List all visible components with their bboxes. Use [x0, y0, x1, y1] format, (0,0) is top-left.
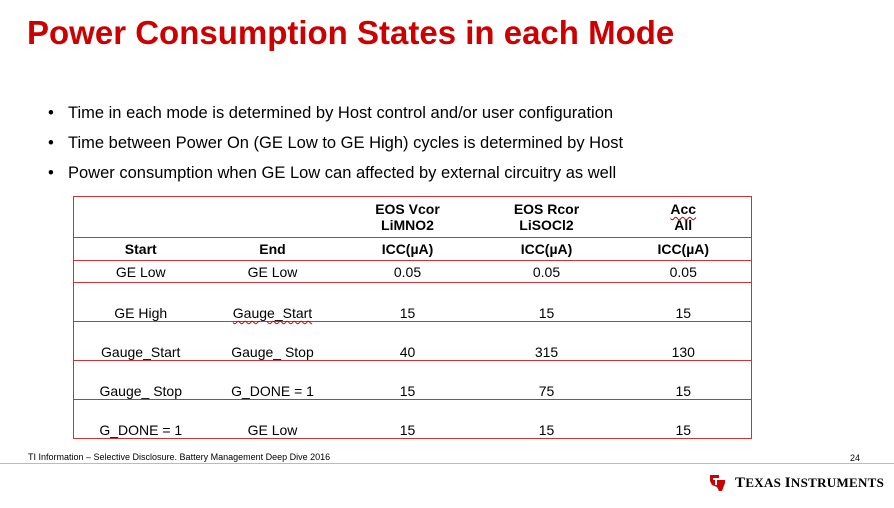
table-cell: Gauge_Start — [74, 322, 208, 361]
table-row — [74, 322, 752, 361]
table-cell: 0.05 — [338, 261, 478, 283]
group-header-acc — [616, 197, 752, 238]
table-group-header-row — [74, 197, 752, 238]
column-header-start: Start — [74, 238, 208, 261]
table-cell: 15 — [478, 400, 616, 439]
column-header-icc: ICC(µA) — [338, 238, 478, 261]
column-header-icc: ICC(µA) — [478, 238, 616, 261]
table-cell: GE Low — [208, 400, 338, 439]
table-cell: 40 — [338, 322, 478, 361]
table-cell: Gauge_ Stop — [208, 322, 338, 361]
table-cell: 130 — [616, 322, 752, 361]
table-row — [74, 400, 752, 439]
table-cell — [208, 283, 338, 322]
bullet-item: • Power consumption when GE Low can affected by external circuitry as well — [48, 158, 623, 188]
table-cell: GE Low — [208, 261, 338, 283]
group-header-line1: Acc — [670, 201, 697, 217]
table-cell: GE High — [74, 283, 208, 322]
table-row — [74, 283, 752, 322]
logo-wordmark: TEXAS INSTRUMENTS — [735, 474, 885, 491]
bullet-list — [48, 98, 623, 188]
table-cell: 0.05 — [478, 261, 616, 283]
table-row — [74, 361, 752, 400]
table-column-header-row — [74, 238, 752, 261]
footer-divider — [0, 463, 894, 464]
column-header-end: End — [208, 238, 338, 261]
group-header-line1: EOS Vcor — [375, 201, 440, 217]
group-header-rcor — [478, 197, 616, 238]
bullet-item: • Time in each mode is determined by Host control and/or user configuration — [48, 98, 623, 128]
table-cell: Gauge_ Stop — [74, 361, 208, 400]
table-cell-text: Gauge_Start — [232, 305, 313, 321]
table-cell: 15 — [478, 283, 616, 322]
table-cell: 15 — [616, 400, 752, 439]
texas-instruments-logo — [707, 472, 884, 494]
table-row — [74, 261, 752, 283]
table-cell: 0.05 — [616, 261, 752, 283]
power-table — [73, 196, 752, 439]
empty-cell — [74, 197, 208, 238]
column-header-icc: ICC(µA) — [616, 238, 752, 261]
group-header-line2: LiSOCl2 — [519, 217, 574, 233]
group-header-line2: LiMNO2 — [381, 217, 434, 233]
page-number: 24 — [850, 453, 861, 463]
slide-title: Power Consumption States in each Mode — [27, 14, 675, 51]
table-cell: 15 — [338, 283, 478, 322]
footer-disclosure: TI Information – Selective Disclosure. Battery Management Deep Dive 2016 — [28, 452, 331, 462]
table-cell: GE Low — [74, 261, 208, 283]
table-cell: G_DONE = 1 — [74, 400, 208, 439]
group-header-line2: All — [674, 217, 693, 233]
table-cell: 15 — [616, 283, 752, 322]
group-header-line1: EOS Rcor — [513, 201, 580, 217]
table-cell: 315 — [478, 322, 616, 361]
bullet-item: • Time between Power On (GE Low to GE High) cycles is determined by Host — [48, 128, 623, 158]
texas-instruments-logo-icon — [707, 472, 729, 494]
table-cell: G_DONE = 1 — [208, 361, 338, 400]
group-header-vcor — [338, 197, 478, 238]
table-cell: 15 — [338, 400, 478, 439]
table-cell: 15 — [616, 361, 752, 400]
empty-cell — [208, 197, 338, 238]
table-cell: 15 — [338, 361, 478, 400]
table-cell: 75 — [478, 361, 616, 400]
